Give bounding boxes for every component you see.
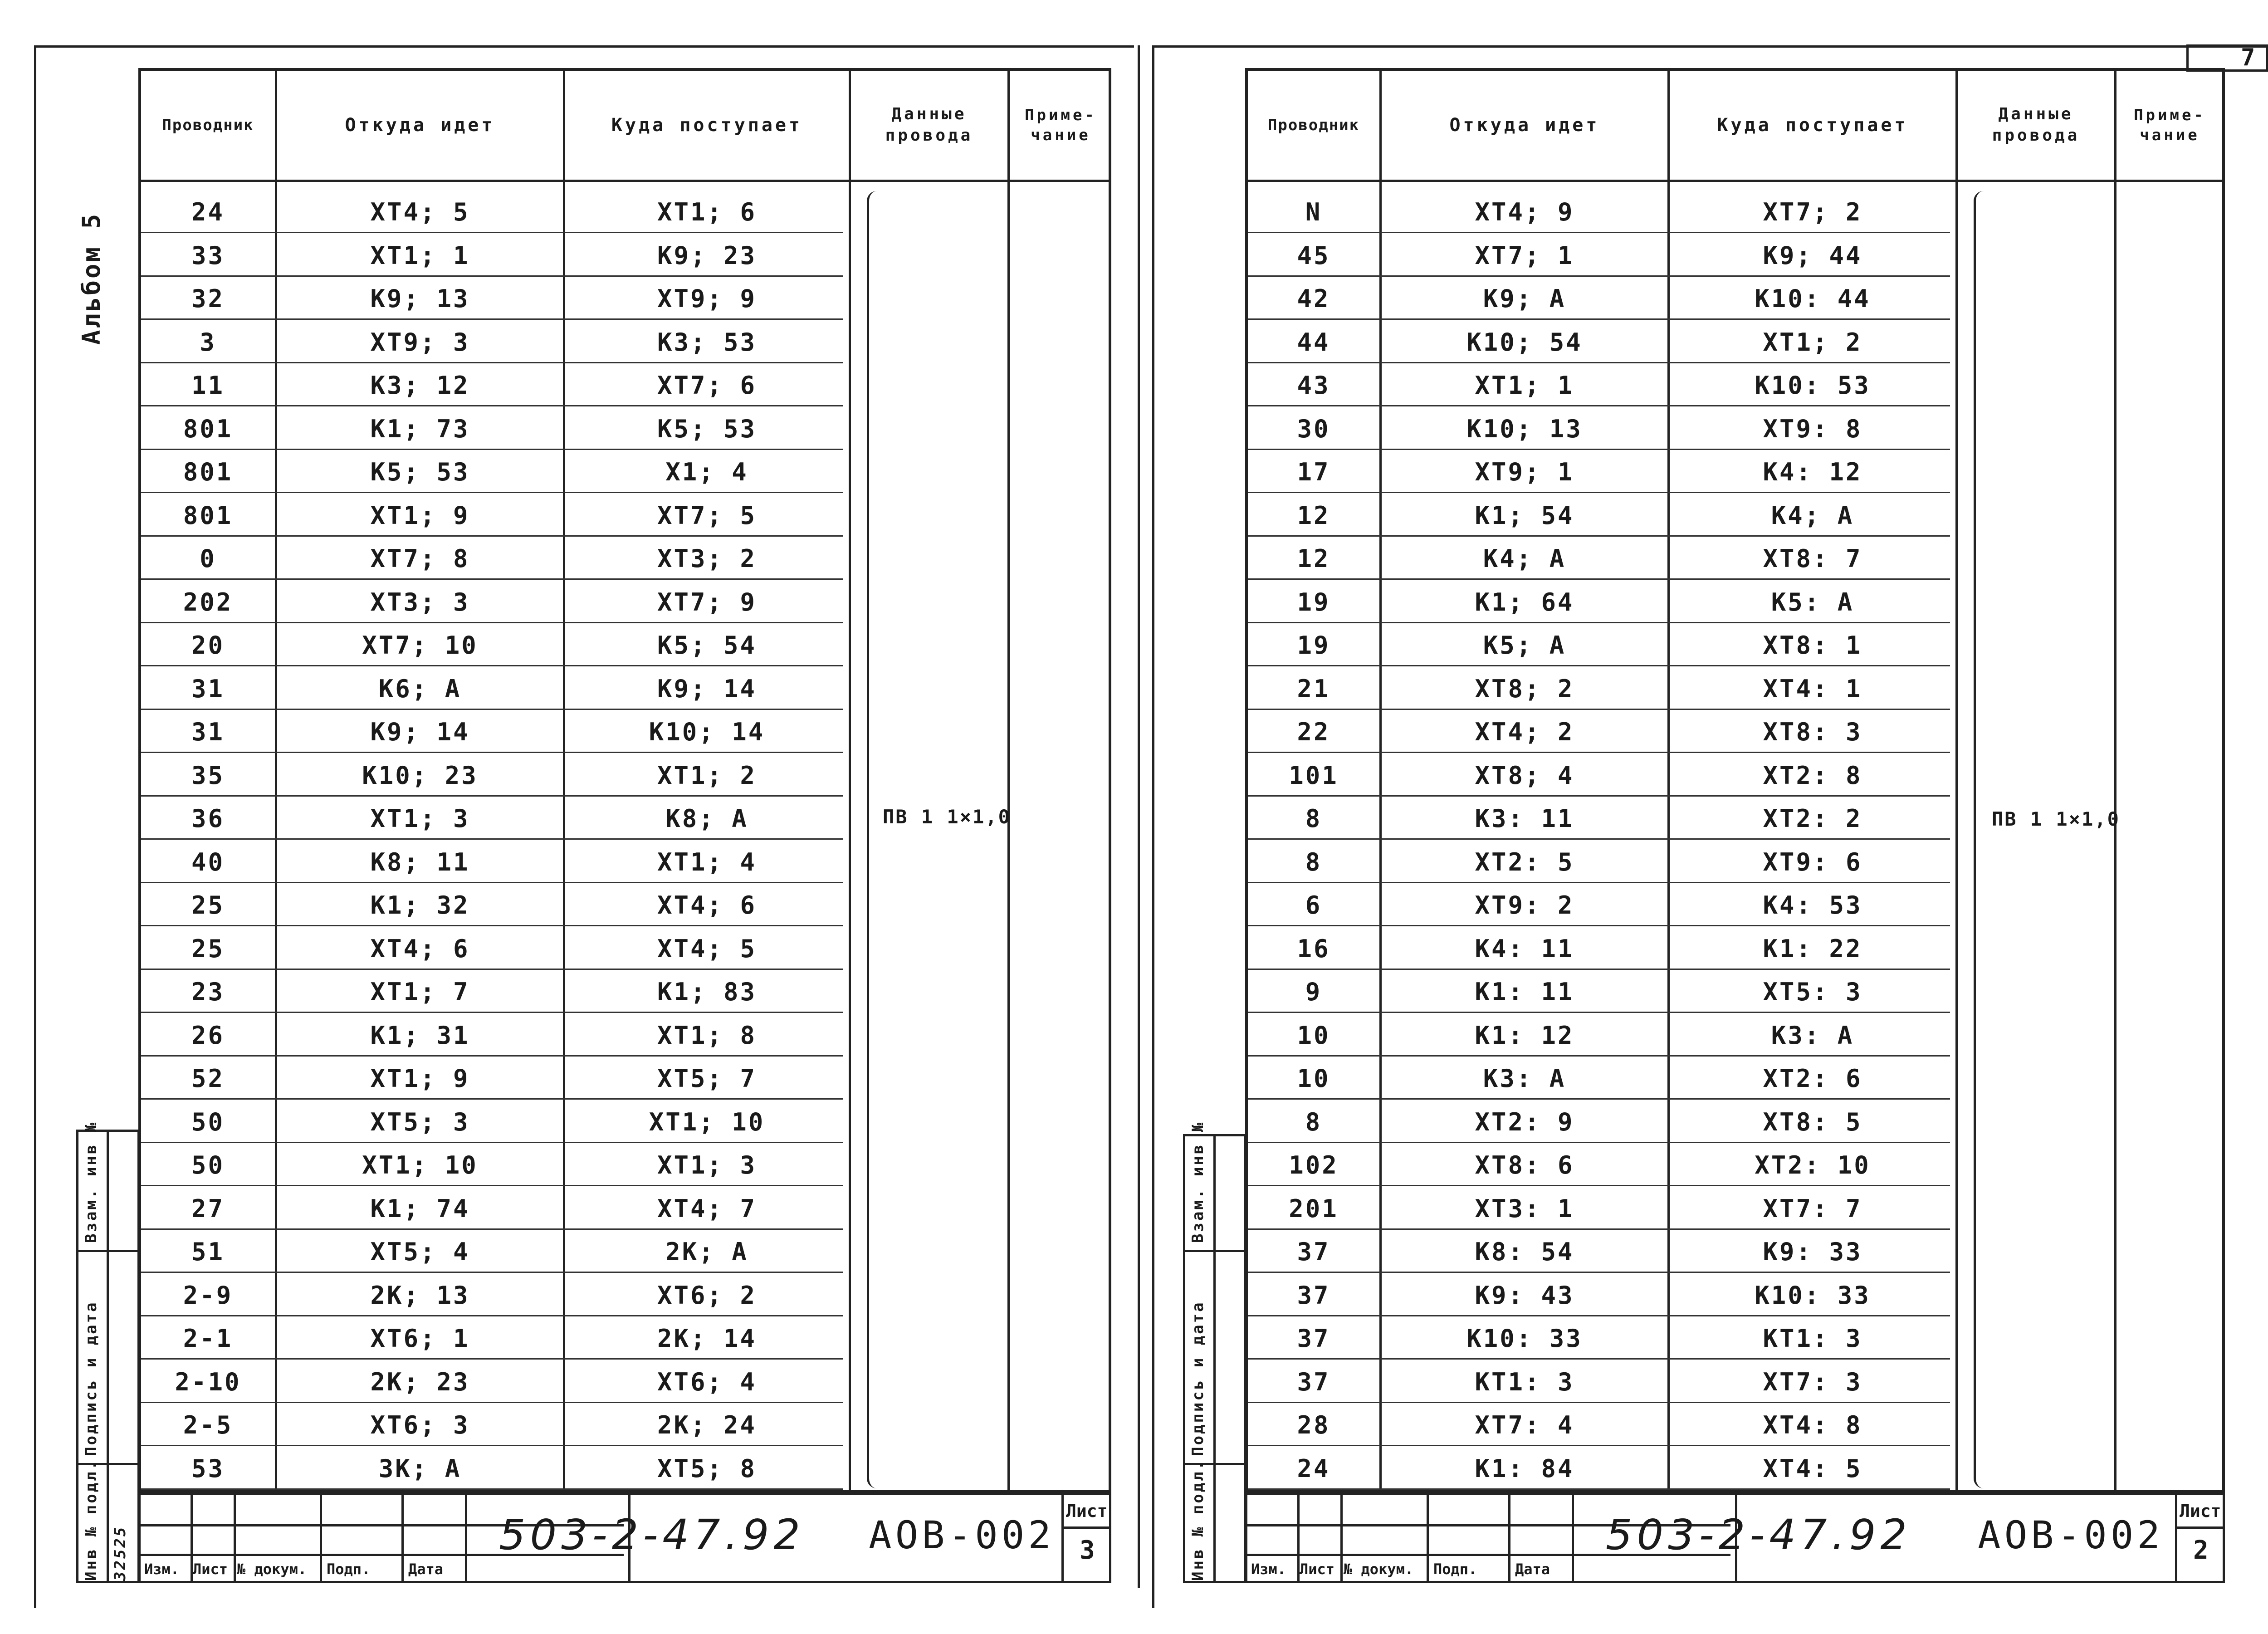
wire-data-value: ПВ 1 1×1,0 bbox=[1992, 808, 2120, 830]
tb-list: Лист bbox=[1300, 1561, 1335, 1578]
tb-izm: Изм. bbox=[1251, 1561, 1286, 1578]
row-from: К1; 74 bbox=[370, 1194, 470, 1223]
row-conductor: 21 bbox=[1297, 674, 1330, 703]
row-from: ХТ7: 4 bbox=[1475, 1411, 1574, 1439]
table-row bbox=[1248, 1274, 2222, 1316]
row-conductor: 17 bbox=[1297, 458, 1330, 486]
row-from: ХТ4; 6 bbox=[370, 934, 470, 963]
row-to: 2К; 14 bbox=[657, 1324, 757, 1353]
inv-number: 32525 bbox=[111, 1525, 129, 1581]
row-from: К9; 14 bbox=[370, 718, 470, 746]
row-conductor: 28 bbox=[1297, 1411, 1330, 1439]
table-row bbox=[141, 928, 1109, 970]
table-row bbox=[1248, 235, 2222, 277]
table-row bbox=[141, 191, 1109, 233]
right-title-block bbox=[1245, 1492, 2225, 1583]
row-to: ХТ1; 10 bbox=[649, 1107, 765, 1136]
table-row bbox=[1248, 841, 2222, 883]
row-to: ХТ6; 4 bbox=[657, 1367, 757, 1396]
row-from: К3: 11 bbox=[1475, 804, 1574, 833]
left-table-rows bbox=[141, 182, 1109, 1490]
tb-sheet-label: Лист bbox=[1066, 1501, 1108, 1521]
row-conductor: 19 bbox=[1297, 587, 1330, 616]
row-from: К10: 33 bbox=[1466, 1324, 1583, 1353]
row-conductor: 52 bbox=[191, 1064, 225, 1093]
row-from: К1: 12 bbox=[1475, 1021, 1574, 1050]
row-from: К1: 11 bbox=[1475, 978, 1574, 1006]
row-from: ХТ9: 2 bbox=[1475, 891, 1574, 920]
row-from: ХТ3; 3 bbox=[370, 587, 470, 616]
replace-inv-label: Взам. инв № bbox=[1189, 1120, 1207, 1243]
row-conductor: 40 bbox=[191, 847, 225, 876]
row-to: ХТ2: 10 bbox=[1755, 1151, 1871, 1179]
row-to: К10: 44 bbox=[1755, 284, 1871, 313]
row-from: ХТ5; 3 bbox=[370, 1107, 470, 1136]
row-to: 2К; А bbox=[665, 1238, 748, 1266]
right-table-rows bbox=[1248, 182, 2222, 1490]
row-conductor: 30 bbox=[1297, 414, 1330, 443]
row-conductor: 23 bbox=[191, 978, 225, 1006]
row-to: ХТ2: 6 bbox=[1763, 1064, 1862, 1093]
header-note-line2: чание bbox=[2140, 126, 2200, 144]
row-to: К4; А bbox=[1771, 501, 1854, 530]
row-to: ХТ8: 3 bbox=[1763, 718, 1862, 746]
header-conductor: Проводник bbox=[162, 116, 254, 134]
row-from: ХТ8; 2 bbox=[1475, 674, 1574, 703]
row-from: К8: 54 bbox=[1475, 1238, 1574, 1266]
row-to: ХТ4; 6 bbox=[657, 891, 757, 920]
row-from: К10; 23 bbox=[362, 761, 478, 790]
row-from: К4; А bbox=[1483, 544, 1566, 573]
row-from: 2К; 23 bbox=[370, 1367, 470, 1396]
page-number: 7 bbox=[2241, 44, 2255, 71]
row-conductor: 3 bbox=[200, 328, 216, 357]
row-from: ХТ8; 4 bbox=[1475, 761, 1574, 790]
row-conductor: 25 bbox=[191, 934, 225, 963]
wire-data-bracket bbox=[1974, 191, 1989, 1488]
row-conductor: 801 bbox=[183, 414, 233, 443]
row-from: К3: А bbox=[1483, 1064, 1566, 1093]
row-conductor: 8 bbox=[1305, 1107, 1322, 1136]
table-row bbox=[141, 364, 1109, 406]
table-row bbox=[141, 278, 1109, 320]
right-side-stamp bbox=[1183, 1120, 1246, 1583]
table-row bbox=[141, 1144, 1109, 1186]
table-row bbox=[1248, 928, 2222, 970]
row-from: К1; 31 bbox=[370, 1021, 470, 1050]
row-to: К3: А bbox=[1771, 1021, 1854, 1050]
header-wire-data-line2: провода bbox=[1992, 126, 2080, 145]
table-row bbox=[141, 494, 1109, 537]
row-conductor: 101 bbox=[1289, 761, 1339, 790]
table-row bbox=[141, 1057, 1109, 1100]
row-conductor: 19 bbox=[1297, 631, 1330, 660]
row-conductor: 24 bbox=[1297, 1454, 1330, 1483]
table-row bbox=[1248, 971, 2222, 1013]
row-to: ХТ4: 1 bbox=[1763, 674, 1862, 703]
table-row bbox=[1248, 321, 2222, 363]
right-connection-table bbox=[1245, 68, 2225, 1492]
doc-mark: АОВ-002 bbox=[869, 1513, 1055, 1557]
row-from: ХТ1; 7 bbox=[370, 978, 470, 1006]
row-to: ХТ2: 2 bbox=[1763, 804, 1862, 833]
row-conductor: 202 bbox=[183, 587, 233, 616]
row-from: К10; 13 bbox=[1466, 414, 1583, 443]
table-row bbox=[141, 971, 1109, 1013]
row-conductor: 16 bbox=[1297, 934, 1330, 963]
row-from: ХТ4; 2 bbox=[1475, 718, 1574, 746]
row-to: ХТ1; 6 bbox=[657, 198, 757, 226]
row-conductor: 37 bbox=[1297, 1367, 1330, 1396]
row-from: К4: 11 bbox=[1475, 934, 1574, 963]
row-to: К10: 33 bbox=[1755, 1281, 1871, 1310]
row-to: К8; А bbox=[665, 804, 748, 833]
table-row bbox=[141, 1014, 1109, 1057]
table-row bbox=[141, 1448, 1109, 1490]
album-label: Альбом 5 bbox=[77, 212, 106, 345]
row-conductor: 2-10 bbox=[175, 1367, 241, 1396]
row-to: К10; 14 bbox=[649, 718, 765, 746]
row-conductor: 12 bbox=[1297, 501, 1330, 530]
row-from: К5; 53 bbox=[370, 458, 470, 486]
row-conductor: 31 bbox=[191, 718, 225, 746]
row-to: ХТ7; 9 bbox=[657, 587, 757, 616]
row-from: ХТ5; 4 bbox=[370, 1238, 470, 1266]
row-from: ХТ1; 10 bbox=[362, 1151, 478, 1179]
table-row bbox=[1248, 624, 2222, 666]
header-wire-data-line2: провода bbox=[885, 126, 973, 145]
row-to: ХТ7; 2 bbox=[1763, 198, 1862, 226]
row-conductor: 27 bbox=[191, 1194, 225, 1223]
row-conductor: 31 bbox=[191, 674, 225, 703]
row-from: ХТ8: 6 bbox=[1475, 1151, 1574, 1179]
table-row bbox=[1248, 538, 2222, 580]
table-row bbox=[141, 884, 1109, 926]
row-conductor: 2-1 bbox=[183, 1324, 233, 1353]
row-conductor: 2-9 bbox=[183, 1281, 233, 1310]
row-from: ХТ6; 3 bbox=[370, 1411, 470, 1439]
doc-mark: АОВ-002 bbox=[1978, 1513, 2164, 1557]
row-conductor: 45 bbox=[1297, 241, 1330, 270]
table-row bbox=[1248, 451, 2222, 493]
sheet-number: 3 bbox=[1080, 1536, 1095, 1565]
row-from: К10; 54 bbox=[1466, 328, 1583, 357]
page-number-box bbox=[2186, 44, 2268, 72]
row-conductor: 2-5 bbox=[183, 1411, 233, 1439]
row-from: ХТ7; 10 bbox=[362, 631, 478, 660]
replace-inv-label: Взам. инв № bbox=[82, 1120, 100, 1243]
inv-orig-label: Инв № подл. bbox=[82, 1458, 100, 1581]
table-row bbox=[1248, 1361, 2222, 1403]
header-to: Куда поступает bbox=[1717, 115, 1908, 136]
row-conductor: 201 bbox=[1289, 1194, 1339, 1223]
sheet-number: 2 bbox=[2193, 1536, 2209, 1565]
row-conductor: 22 bbox=[1297, 718, 1330, 746]
table-row bbox=[1248, 494, 2222, 537]
tb-date: Дата bbox=[408, 1561, 444, 1578]
table-row bbox=[1248, 1404, 2222, 1446]
row-from: К9: 43 bbox=[1475, 1281, 1574, 1310]
row-from: КТ1: 3 bbox=[1475, 1367, 1574, 1396]
header-from: Откуда идет bbox=[1449, 115, 1600, 136]
tb-izm: Изм. bbox=[144, 1561, 180, 1578]
row-from: К5; А bbox=[1483, 631, 1566, 660]
row-to: ХТ8: 1 bbox=[1763, 631, 1862, 660]
row-from: ХТ1; 1 bbox=[1475, 371, 1574, 400]
row-from: ХТ3: 1 bbox=[1475, 1194, 1574, 1223]
row-conductor: 50 bbox=[191, 1151, 225, 1179]
table-row bbox=[141, 408, 1109, 450]
row-to: К5; 53 bbox=[657, 414, 757, 443]
row-from: ХТ1; 9 bbox=[370, 501, 470, 530]
row-to: ХТ4; 5 bbox=[657, 934, 757, 963]
row-to: ХТ1; 4 bbox=[657, 847, 757, 876]
header-wire-data-line1: Данные bbox=[891, 105, 967, 124]
row-conductor: 36 bbox=[191, 804, 225, 833]
header-wire-data-line1: Данные bbox=[1998, 105, 2074, 124]
row-to: ХТ7: 3 bbox=[1763, 1367, 1862, 1396]
row-to: К5: А bbox=[1771, 587, 1854, 616]
row-conductor: 20 bbox=[191, 631, 225, 660]
table-row bbox=[1248, 1448, 2222, 1490]
row-conductor: 37 bbox=[1297, 1324, 1330, 1353]
row-conductor: 33 bbox=[191, 241, 225, 270]
row-conductor: 53 bbox=[191, 1454, 225, 1483]
row-from: К3; 12 bbox=[370, 371, 470, 400]
tb-list: Лист bbox=[193, 1561, 228, 1578]
row-conductor: 25 bbox=[191, 891, 225, 920]
row-from: К1; 64 bbox=[1475, 587, 1574, 616]
header-note-line2: чание bbox=[1031, 126, 1091, 144]
doc-code: 503-2-47.92 bbox=[499, 1511, 805, 1559]
left-title-block bbox=[138, 1492, 1111, 1583]
header-note bbox=[2116, 71, 2223, 180]
row-conductor: 44 bbox=[1297, 328, 1330, 357]
row-from: К1: 84 bbox=[1475, 1454, 1574, 1483]
row-conductor: 32 bbox=[191, 284, 225, 313]
table-row bbox=[1248, 884, 2222, 926]
table-row bbox=[1248, 278, 2222, 320]
row-to: ХТ2: 8 bbox=[1763, 761, 1862, 790]
table-row bbox=[141, 711, 1109, 753]
table-row bbox=[141, 1188, 1109, 1230]
row-to: К1: 22 bbox=[1763, 934, 1862, 963]
row-to: К3; 53 bbox=[657, 328, 757, 357]
row-from: ХТ4; 5 bbox=[370, 198, 470, 226]
row-conductor: 9 bbox=[1305, 978, 1322, 1006]
table-row bbox=[1248, 1231, 2222, 1273]
wire-data-bracket bbox=[867, 191, 883, 1488]
signature-date-label: Подпись и дата bbox=[1189, 1301, 1207, 1456]
row-to: ХТ1; 3 bbox=[657, 1151, 757, 1179]
table-row bbox=[141, 235, 1109, 277]
row-conductor: 11 bbox=[191, 371, 225, 400]
table-row bbox=[141, 1101, 1109, 1143]
row-conductor: 51 bbox=[191, 1238, 225, 1266]
row-to: К9; 44 bbox=[1763, 241, 1862, 270]
row-to: 2К; 24 bbox=[657, 1411, 757, 1439]
row-from: ХТ7; 1 bbox=[1475, 241, 1574, 270]
row-conductor: 50 bbox=[191, 1107, 225, 1136]
row-from: К1; 54 bbox=[1475, 501, 1574, 530]
row-to: ХТ6; 2 bbox=[657, 1281, 757, 1310]
row-from: ХТ1; 9 bbox=[370, 1064, 470, 1093]
row-from: ХТ2: 9 bbox=[1475, 1107, 1574, 1136]
table-row bbox=[1248, 1144, 2222, 1186]
row-to: ХТ4; 7 bbox=[657, 1194, 757, 1223]
row-conductor: 35 bbox=[191, 761, 225, 790]
row-to: ХТ5; 8 bbox=[657, 1454, 757, 1483]
row-from: ХТ9; 1 bbox=[1475, 458, 1574, 486]
row-to: К4: 12 bbox=[1763, 458, 1862, 486]
row-to: ХТ9: 6 bbox=[1763, 847, 1862, 876]
tb-sign: Подп. bbox=[327, 1561, 371, 1578]
row-to: ХТ1; 2 bbox=[1763, 328, 1862, 357]
row-conductor: 12 bbox=[1297, 544, 1330, 573]
row-from: К1; 32 bbox=[370, 891, 470, 920]
tb-doc-no: № докум. bbox=[1344, 1561, 1414, 1578]
row-from: К6; А bbox=[378, 674, 462, 703]
row-to: ХТ1; 8 bbox=[657, 1021, 757, 1050]
header-conductor: Проводник bbox=[1267, 116, 1360, 134]
table-row bbox=[1248, 754, 2222, 797]
inv-orig-label: Инв № подл. bbox=[1189, 1458, 1207, 1581]
row-conductor: N bbox=[1305, 198, 1322, 226]
row-to: ХТ7; 6 bbox=[657, 371, 757, 400]
row-to: ХТ7: 7 bbox=[1763, 1194, 1862, 1223]
row-to: Х1; 4 bbox=[665, 458, 748, 486]
table-row bbox=[141, 668, 1109, 710]
header-to: Куда поступает bbox=[611, 115, 803, 136]
signature-date-label: Подпись и дата bbox=[82, 1301, 100, 1456]
row-to: ХТ4: 8 bbox=[1763, 1411, 1862, 1439]
row-conductor: 37 bbox=[1297, 1238, 1330, 1266]
table-row bbox=[1248, 1188, 2222, 1230]
row-from: ХТ1; 3 bbox=[370, 804, 470, 833]
row-from: К9; А bbox=[1483, 284, 1566, 313]
header-from: Откуда идет bbox=[345, 115, 495, 136]
row-from: ХТ6; 1 bbox=[370, 1324, 470, 1353]
row-to: ХТ4: 5 bbox=[1763, 1454, 1862, 1483]
table-row bbox=[1248, 1317, 2222, 1360]
table-row bbox=[141, 538, 1109, 580]
table-row bbox=[1248, 668, 2222, 710]
table-row bbox=[141, 1361, 1109, 1403]
header-note-line1: Приме- bbox=[2134, 106, 2206, 124]
row-to: ХТ5: 3 bbox=[1763, 978, 1862, 1006]
row-from: 3К; А bbox=[378, 1454, 462, 1483]
header-note bbox=[1010, 71, 1112, 180]
row-to: ХТ3; 2 bbox=[657, 544, 757, 573]
header-note-line1: Приме- bbox=[1025, 106, 1097, 124]
row-to: К9: 33 bbox=[1763, 1238, 1862, 1266]
doc-code: 503-2-47.92 bbox=[1606, 1511, 1911, 1559]
row-conductor: 10 bbox=[1297, 1064, 1330, 1093]
table-row bbox=[1248, 581, 2222, 623]
table-row bbox=[141, 581, 1109, 623]
table-row bbox=[1248, 1057, 2222, 1100]
row-to: ХТ7; 5 bbox=[657, 501, 757, 530]
row-from: ХТ1; 1 bbox=[370, 241, 470, 270]
row-conductor: 42 bbox=[1297, 284, 1330, 313]
row-from: 2К; 13 bbox=[370, 1281, 470, 1310]
right-sheet bbox=[1139, 0, 2268, 1634]
table-row bbox=[141, 321, 1109, 363]
left-connection-table bbox=[138, 68, 1111, 1492]
row-to: ХТ8: 7 bbox=[1763, 544, 1862, 573]
left-side-stamp bbox=[76, 1120, 140, 1583]
table-row bbox=[141, 451, 1109, 493]
row-conductor: 8 bbox=[1305, 804, 1322, 833]
table-row bbox=[1248, 711, 2222, 753]
row-to: К9; 23 bbox=[657, 241, 757, 270]
row-to: К5; 54 bbox=[657, 631, 757, 660]
tb-date: Дата bbox=[1515, 1561, 1550, 1578]
row-to: ХТ9: 8 bbox=[1763, 414, 1862, 443]
row-from: ХТ9; 3 bbox=[370, 328, 470, 357]
row-to: К4: 53 bbox=[1763, 891, 1862, 920]
table-row bbox=[1248, 408, 2222, 450]
row-from: ХТ4; 9 bbox=[1475, 198, 1574, 226]
row-conductor: 102 bbox=[1289, 1151, 1339, 1179]
row-conductor: 37 bbox=[1297, 1281, 1330, 1310]
row-to: К10: 53 bbox=[1755, 371, 1871, 400]
table-row bbox=[141, 754, 1109, 797]
row-conductor: 10 bbox=[1297, 1021, 1330, 1050]
table-row bbox=[141, 1404, 1109, 1446]
wire-data-value: ПВ 1 1×1,0 bbox=[883, 806, 1011, 828]
row-from: К1; 73 bbox=[370, 414, 470, 443]
row-to: ХТ5; 7 bbox=[657, 1064, 757, 1093]
header-wire-data bbox=[851, 71, 1007, 180]
row-from: К8; 11 bbox=[370, 847, 470, 876]
row-conductor: 43 bbox=[1297, 371, 1330, 400]
table-row bbox=[1248, 191, 2222, 233]
row-conductor: 26 bbox=[191, 1021, 225, 1050]
row-conductor: 801 bbox=[183, 458, 233, 486]
header-wire-data bbox=[1958, 71, 2114, 180]
row-to: ХТ9; 9 bbox=[657, 284, 757, 313]
row-conductor: 8 bbox=[1305, 847, 1322, 876]
tb-sign: Подп. bbox=[1433, 1561, 1477, 1578]
table-row bbox=[1248, 364, 2222, 406]
row-to: ХТ8: 5 bbox=[1763, 1107, 1862, 1136]
table-row bbox=[1248, 1014, 2222, 1057]
table-row bbox=[1248, 1101, 2222, 1143]
tb-sheet-label: Лист bbox=[2180, 1501, 2221, 1521]
row-conductor: 24 bbox=[191, 198, 225, 226]
row-to: К9; 14 bbox=[657, 674, 757, 703]
table-row bbox=[141, 1274, 1109, 1316]
row-to: ХТ1; 2 bbox=[657, 761, 757, 790]
row-from: ХТ2: 5 bbox=[1475, 847, 1574, 876]
row-conductor: 6 bbox=[1305, 891, 1322, 920]
row-from: ХТ7; 8 bbox=[370, 544, 470, 573]
row-to: К1; 83 bbox=[657, 978, 757, 1006]
table-row bbox=[141, 624, 1109, 666]
table-row bbox=[141, 841, 1109, 883]
row-from: К9; 13 bbox=[370, 284, 470, 313]
row-conductor: 801 bbox=[183, 501, 233, 530]
table-row bbox=[141, 1231, 1109, 1273]
tb-doc-no: № докум. bbox=[237, 1561, 307, 1578]
table-row bbox=[141, 1317, 1109, 1360]
row-to: КТ1: 3 bbox=[1763, 1324, 1862, 1353]
row-conductor: 0 bbox=[200, 544, 216, 573]
